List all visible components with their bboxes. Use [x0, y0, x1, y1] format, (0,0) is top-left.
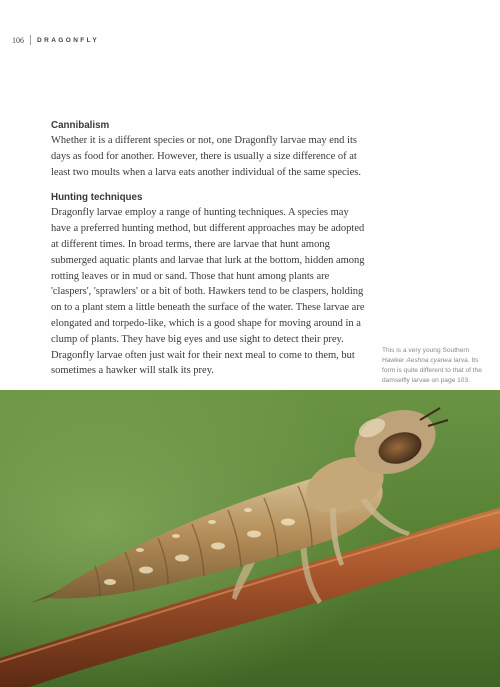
- caption-species-name: Aeshna cyanea: [406, 356, 452, 364]
- caption-text-start: This is a very young Southern Hawker: [382, 347, 470, 364]
- section-hunting-techniques: [51, 192, 371, 379]
- section-heading-hunting: Hunting techniques: [51, 192, 143, 204]
- section-cannibalism: [51, 120, 371, 180]
- page-number: 106: [12, 35, 24, 45]
- section-heading-cannibalism: Cannibalism: [51, 120, 110, 131]
- photo-caption: [382, 346, 482, 386]
- dragonfly-larva-photo: [0, 390, 500, 687]
- chapter-title: DRAGONFLY: [37, 36, 100, 44]
- paragraph-cannibalism: Whether it is a different species or not, one Dragonfly larvae may end its days as food for another. However, there is usually a size difference of at least two moults when a larva eats another individual of the same species.: [51, 135, 361, 178]
- main-text-column: [51, 120, 371, 379]
- paragraph-hunting: Dragonfly larvae employ a range of hunting techniques. A species may have a preferred hunting method, but different approaches may be adopted at different times. In broad terms, there are larvae that hunt among submerged aquatic plants and larvae that lurk at the bottom, hidden among rotting leaves or in mud or sand. Those that hunt among plants are 'claspers', 'sprawlers' or a bit of both. Hawkers tend to be claspers, holding on to a plant stem a little beneath the surface of the water. These larvae are elongated and torpedo-like, which is a good shape for moving around in a clump of plants. They have big eyes and use sight to detect their prey. Dragonfly larvae often just wait for their next meal to come to them, but sometimes a hawker will stalk its prey.: [51, 207, 365, 377]
- header-divider: [30, 35, 31, 45]
- larva-illustration: [0, 390, 500, 687]
- caption-text-end: larva. Its form is quite different to that of the damselfly larvae on page 103.: [382, 356, 482, 384]
- running-header: [12, 34, 99, 46]
